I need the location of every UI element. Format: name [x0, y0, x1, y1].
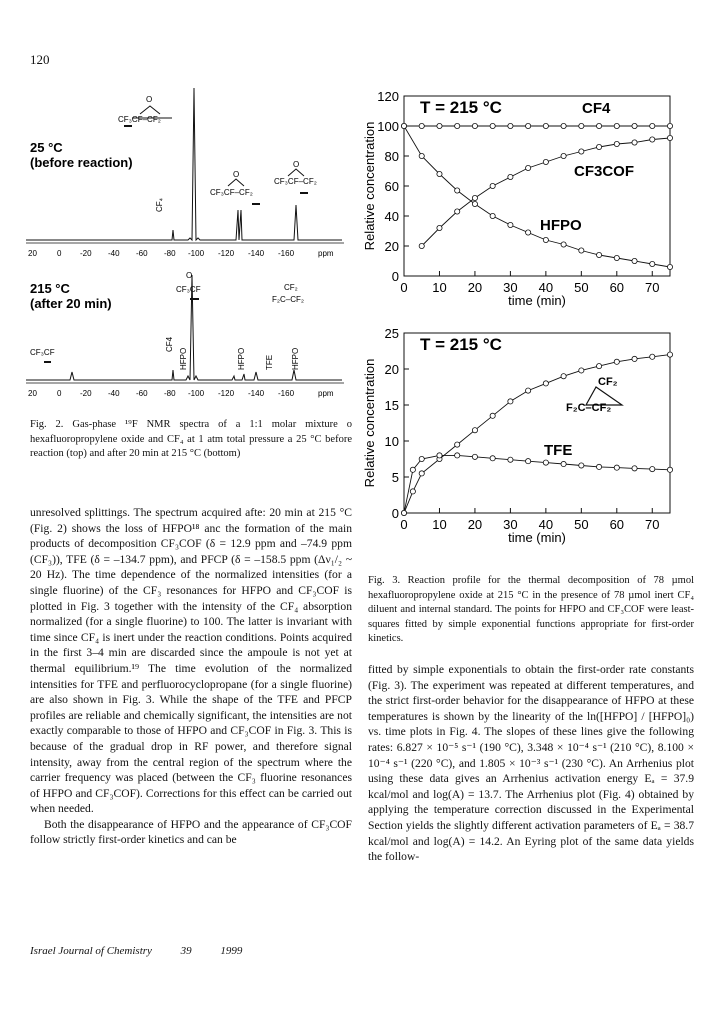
x-axis-label: time (min) [508, 530, 566, 545]
data-point-hfpo [508, 222, 513, 227]
series-label-cf4: CF4 [582, 100, 611, 117]
svg-text:-140: -140 [248, 389, 265, 398]
nmr-bottom-spectrum [26, 271, 342, 380]
data-point-cf4 [490, 123, 495, 128]
left-paragraph-1: unresolved splittings. The spectrum acquired afte: 20 min at 215 °C (Fig. 2) shows the loss of HFPO¹⁸ anc the formation of the main products of decomposition CF₃COF (δ = 12.9 ppm and –74.9 ppm (CF₃)), TFE (δ = –134.7 ppm), and PFCP (δ = –158.5 ppm (Δν₁/₂ ~ 20 Hz). The time dependence of the normalized intensities (for a single fluorine) of the CF₃ resonances for HFPO and CF₃COF is plotted in Fig. 3 together with the intensity of the CF₄ absorption normalized (for a single fluorine) to 100. The latter is invariant with time since CF₄ is inert under the reaction conditions. Points acquired in the first 3–4 min are discarded since the ampoule is not yet at thermal equilibrium.¹⁹ The time evolution of the normalized intensities for TFE and perfluorocyclopropane (for a single fluorine) are also shown in Fig. 3. While the shape of the TFE and PFCP profiles are reliable and chemically significant, the intensities are not exactly comparable to those of HFPO and CF₃COF in Fig. 3. This is because of the gradual drop in RF power, and therefore signal intensity, away from the central region of the spectrum where the carrier frequency was placed (between the CF₃ fluorine resonances of HFPO and CF₃COF). Corrections for this effect can be carried out when needed. [30, 506, 352, 816]
data-point-tfe [490, 456, 495, 461]
series-line-pfcp [404, 355, 670, 513]
fig3-caption: Fig. 3. Reaction profile for the thermal decomposition of 78 µmol hexafluoropropylene oxide at 215 °C in the presence of 78 µmol inert CF₄ diluent and internal standard. The points for HFPO and CF₃COF were least-squares fitted by simple exponential functions appropriate for first-order kinetics. [368, 575, 694, 644]
data-point-cf3cof [561, 153, 566, 158]
right-column-text: fitted by simple exponentials to obtain the first-order rate constants (Fig. 3). The experiment was repeated at different temperatures, and the strict first-order behavior for the disappearance of HFPO at these temperatures is shown by the linearity of the ln([HFPO] / [HFPO]₀) vs. time plots in Fig. 4. The slopes of these lines give the following rates: 6.827 × 10⁻⁵ s⁻¹ (190 °C), 3.348 × 10⁻⁴ s⁻¹ (210 °C), 8.100 × 10⁻⁴ s⁻¹ (220 °C), and 1.805 × 10⁻³ s⁻¹ (230 °C). An Arrhenius plot using these data gives an Arrhenius activation energy Eₐ = 37.9 kcal/mol and log(A) = 13.7. The Arrhenius plot (Fig. 4) obtained by applying the temperature correction discussed in the Experimental Section yields the slightly different activation parameters of Eₐ = 38.7 kcal/mol and log(A) = 14.2. An Eyring plot of the same data yields the follow- [368, 663, 694, 864]
svg-text:CF₂: CF₂ [284, 283, 298, 292]
x-tick-label: 10 [432, 517, 447, 532]
data-point-pfcp [455, 442, 460, 447]
nmr-bottom-axis [26, 383, 344, 398]
data-point-hfpo [596, 252, 601, 257]
data-point-tfe [455, 453, 460, 458]
data-point-pfcp [596, 364, 601, 369]
data-point-hfpo [437, 171, 442, 176]
svg-text:O: O [186, 271, 193, 280]
data-point-tfe [419, 456, 424, 461]
data-point-cf3cof [526, 165, 531, 170]
data-point-cf3cof [667, 135, 672, 140]
x-tick-label: 10 [432, 280, 447, 295]
data-point-cf4 [561, 123, 566, 128]
svg-text:F₂C–CF₂: F₂C–CF₂ [272, 295, 304, 304]
data-point-hfpo [614, 255, 619, 260]
data-point-tfe [614, 465, 619, 470]
data-point-pfcp [650, 354, 655, 359]
series-label-tfe: TFE [544, 442, 573, 459]
data-point-hfpo [667, 264, 672, 269]
data-point-cf3cof [508, 174, 513, 179]
data-point-cf3cof [543, 159, 548, 164]
svg-text:ppm: ppm [318, 249, 334, 258]
data-point-cf4 [579, 123, 584, 128]
series-line-hfpo [404, 126, 670, 267]
svg-text:-20: -20 [80, 389, 92, 398]
data-point-cf4 [667, 123, 672, 128]
chart-title: T = 215 °C [420, 98, 502, 117]
left-paragraph-2: Both the disappearance of HFPO and the appearance of CF₃COF follow strictly first-order kinetics and can be [30, 817, 352, 847]
data-point-hfpo [526, 230, 531, 235]
x-tick-label: 70 [645, 280, 660, 295]
nmr-peak-label-cf4: CF4 [165, 336, 174, 352]
data-point-cf4 [596, 123, 601, 128]
x-tick-label: 60 [609, 280, 625, 295]
data-point-cf3cof [490, 183, 495, 188]
data-point-tfe [401, 510, 406, 515]
data-point-hfpo [490, 213, 495, 218]
y-tick-label: 20 [384, 239, 399, 254]
nmr-peak-label-hfpo-2: HFPO [237, 347, 246, 370]
left-column-text [30, 505, 352, 848]
data-point-pfcp [472, 428, 477, 433]
y-tick-label: 60 [384, 179, 399, 194]
x-tick-label: 20 [467, 280, 483, 295]
data-point-hfpo [419, 153, 424, 158]
molecule-hfpo-mid [228, 179, 244, 186]
data-point-pfcp [419, 471, 424, 476]
nmr-spectra-figure [22, 80, 362, 410]
data-point-tfe [579, 463, 584, 468]
y-tick-label: 15 [384, 398, 399, 413]
data-point-cf3cof [579, 149, 584, 154]
fig2-caption: Fig. 2. Gas-phase ¹⁹F NMR spectra of a 1:1 molar mixture o hexafluoropropylene oxide and CF₄ at 1 atm total pressure a 25 °C before reaction (top) and after 20 min at 215 °C (bottom) [30, 419, 352, 459]
svg-text:20: 20 [28, 249, 37, 258]
x-tick-label: 40 [538, 517, 554, 532]
data-point-pfcp [561, 374, 566, 379]
x-tick-label: 30 [503, 517, 518, 532]
svg-text:O: O [293, 160, 300, 169]
svg-text:-120: -120 [218, 249, 235, 258]
footer-journal: Israel Journal of Chemistry [30, 945, 152, 957]
y-tick-label: 5 [391, 470, 399, 485]
kinetics-chart-bottom [360, 325, 680, 565]
y-tick-label: 80 [384, 149, 399, 164]
page-footer [30, 945, 268, 957]
x-tick-label: 40 [538, 280, 554, 295]
svg-text:CF₃CF: CF₃CF [176, 285, 201, 294]
series-label-cf3cof: CF3COF [574, 163, 634, 180]
y-tick-label: 40 [384, 209, 399, 224]
x-tick-label: 0 [400, 517, 408, 532]
data-point-pfcp [526, 388, 531, 393]
data-point-pfcp [508, 399, 513, 404]
nmr-top-axis [26, 243, 344, 258]
data-point-hfpo [650, 261, 655, 266]
y-tick-label: 10 [384, 434, 399, 449]
data-point-hfpo [543, 237, 548, 242]
data-point-tfe [410, 467, 415, 472]
data-point-tfe [596, 464, 601, 469]
x-tick-label: 30 [503, 280, 518, 295]
svg-text:-80: -80 [164, 389, 176, 398]
data-point-tfe [650, 466, 655, 471]
svg-text:-160: -160 [278, 249, 295, 258]
data-point-hfpo [561, 242, 566, 247]
data-point-hfpo [632, 258, 637, 263]
data-point-cf4 [614, 123, 619, 128]
svg-text:-160: -160 [278, 389, 295, 398]
footer-year: 1999 [220, 945, 243, 957]
svg-text:0: 0 [57, 249, 62, 258]
data-point-cf4 [526, 123, 531, 128]
svg-text:20: 20 [28, 389, 37, 398]
nmr-bottom-subcondition: (after 20 min) [30, 296, 112, 311]
svg-text:CF₃CF–CF₂: CF₃CF–CF₂ [210, 188, 253, 197]
data-point-cf3cof [614, 141, 619, 146]
data-point-pfcp [490, 413, 495, 418]
molecule-hfpo-right [288, 169, 304, 176]
y-axis-label: Relative concentration [362, 358, 377, 488]
footer-volume: 39 [180, 945, 192, 957]
y-tick-label: 120 [377, 89, 399, 104]
svg-text:-40: -40 [108, 389, 120, 398]
chart-title: T = 215 °C [420, 335, 502, 354]
svg-text:-120: -120 [218, 389, 235, 398]
data-point-cf3cof [455, 209, 460, 214]
x-tick-label: 20 [467, 517, 483, 532]
data-point-cf3cof [437, 225, 442, 230]
svg-text:O: O [233, 170, 240, 179]
page-number: 120 [30, 52, 50, 67]
data-point-tfe [667, 467, 672, 472]
nmr-bottom-condition: 215 °C [30, 281, 70, 296]
data-point-cf3cof [472, 195, 477, 200]
data-point-tfe [437, 453, 442, 458]
data-point-cf4 [543, 123, 548, 128]
svg-text:-40: -40 [108, 249, 120, 258]
nmr-peak-label-hfpo: HFPO [179, 347, 188, 370]
svg-text:-140: -140 [248, 249, 265, 258]
data-point-pfcp [667, 352, 672, 357]
x-tick-label: 0 [400, 280, 408, 295]
data-point-hfpo [455, 188, 460, 193]
data-point-tfe [632, 466, 637, 471]
y-tick-label: 25 [384, 326, 399, 341]
svg-text:-20: -20 [80, 249, 92, 258]
series-label-hfpo: HFPO [540, 217, 582, 234]
y-tick-label: 100 [377, 119, 399, 134]
plot-frame [404, 96, 670, 276]
data-point-cf4 [472, 123, 477, 128]
x-tick-label: 50 [574, 280, 589, 295]
nmr-peak-label-hfpo-3: HFPO [291, 347, 300, 370]
y-tick-label: 0 [391, 269, 399, 284]
data-point-pfcp [543, 381, 548, 386]
y-axis-label: Relative concentration [362, 121, 377, 251]
data-point-pfcp [614, 359, 619, 364]
data-point-cf3cof [650, 137, 655, 142]
data-point-hfpo [472, 201, 477, 206]
data-point-pfcp [410, 489, 415, 494]
data-point-tfe [472, 454, 477, 459]
data-point-cf3cof [632, 140, 637, 145]
svg-text:-60: -60 [136, 249, 148, 258]
x-tick-label: 50 [574, 517, 589, 532]
x-tick-label: 60 [609, 517, 625, 532]
data-point-tfe [561, 461, 566, 466]
x-axis-label: time (min) [508, 293, 566, 308]
nmr-top-condition: 25 °C [30, 140, 63, 155]
data-point-cf3cof [596, 144, 601, 149]
y-tick-label: 20 [384, 362, 399, 377]
data-point-hfpo [401, 123, 406, 128]
data-point-cf4 [437, 123, 442, 128]
svg-text:-80: -80 [164, 249, 176, 258]
molecule-hfpo-label-top: CF₃CF–CF₂ [118, 115, 161, 124]
svg-text:-60: -60 [136, 389, 148, 398]
data-point-cf3cof [419, 243, 424, 248]
series-line-tfe [404, 455, 670, 513]
data-point-hfpo [579, 248, 584, 253]
data-point-tfe [543, 460, 548, 465]
data-point-pfcp [579, 368, 584, 373]
data-point-pfcp [632, 356, 637, 361]
svg-text:CF₃CF: CF₃CF [30, 348, 55, 357]
svg-text:-100: -100 [188, 389, 205, 398]
data-point-cf4 [632, 123, 637, 128]
data-point-cf4 [419, 123, 424, 128]
svg-text:O: O [146, 95, 153, 104]
data-point-tfe [508, 457, 513, 462]
nmr-top-spectrum [26, 88, 342, 240]
data-point-cf4 [650, 123, 655, 128]
data-point-cf4 [508, 123, 513, 128]
kinetics-chart-top [360, 88, 680, 320]
svg-text:0: 0 [57, 389, 62, 398]
x-tick-label: 70 [645, 517, 660, 532]
nmr-peak-cf4-top: CF₄ [155, 198, 164, 212]
svg-text:ppm: ppm [318, 389, 334, 398]
svg-text:CF₃CF–CF₂: CF₃CF–CF₂ [274, 177, 317, 186]
data-point-cf4 [455, 123, 460, 128]
data-point-tfe [526, 459, 531, 464]
svg-text:-100: -100 [188, 249, 205, 258]
nmr-top-subcondition: (before reaction) [30, 155, 133, 170]
nmr-peak-label-tfe: TFE [265, 354, 274, 370]
y-tick-label: 0 [391, 506, 399, 521]
pfcp-structure-bottom: F₂C–CF₂ [566, 402, 612, 414]
pfcp-structure-top: CF₂ [598, 376, 618, 388]
